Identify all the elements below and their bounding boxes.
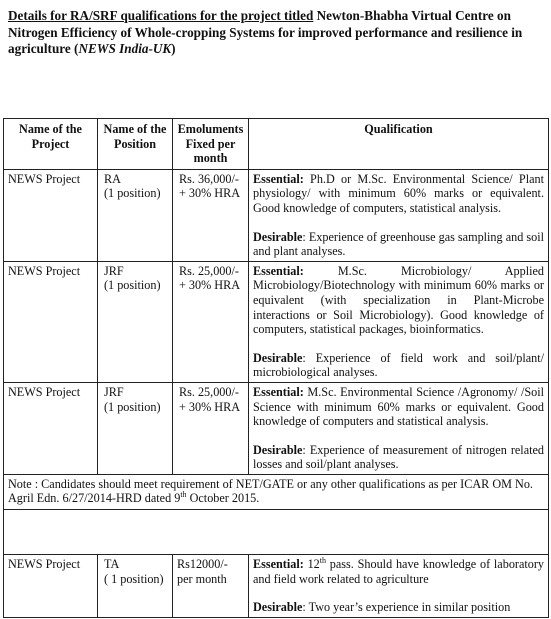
positions-table [3,118,549,618]
spacer-row [4,510,549,555]
essential-body: Ph.D or M.Sc. Environmental Science/ Plant physiology/ with minimum 60% marks or equivalent. Good knowledge of computers, statistical analysis. [253,171,544,215]
position-title: TA [104,557,120,572]
position-count: (1 position) [104,278,161,293]
desirable-body: : Two year’s experience in similar position [302,600,511,615]
cell-position [98,382,173,474]
position-title: JRF [104,384,124,399]
desirable-body: : Experience of measurement of nitrogen related losses and soil/plant analyses. [253,442,544,472]
heading-project-title: Newton-Bhabha Virtual Centre on Nitrogen Efficiency of Whole-cropping Systems for improved performance and resilience in agriculture ( [8,8,523,56]
essential-label: Essential: [253,263,304,278]
essential-text [253,172,544,216]
position-count: ( 1 position) [104,571,164,586]
essential-body: pass. Should have knowledge of laboratory and field work related to agriculture [253,557,545,586]
document-heading [8,8,546,58]
heading-underlined-text: Details for RA/SRF qualifications for the project titled [8,8,314,23]
table-row [4,169,549,261]
emoluments-hra: + 30% HRA [179,399,241,414]
desirable-label: Desirable [253,229,303,244]
table-row [4,382,549,474]
cell-project: NEWS Project [4,169,98,261]
essential-text [253,385,544,429]
desirable-text [253,443,544,472]
header-position: Name of the Position [98,119,173,170]
cell-qualification [249,382,549,474]
emoluments-amount: Rs. 36,000/- [179,171,239,186]
cell-qualification [249,555,549,618]
essential-body-pre: 12 [303,557,320,572]
note-cell [4,474,549,509]
header-project: Name of the Project [4,119,98,170]
essential-sup: th [319,556,327,565]
essential-label: Essential: [253,384,304,399]
desirable-text [253,600,544,615]
cell-position [98,261,173,382]
cell-qualification [249,261,549,382]
cell-position [98,169,173,261]
emoluments-per: per month [177,571,227,586]
emoluments-hra: + 30% HRA [179,186,241,201]
header-qualification: Qualification [249,119,549,170]
table-header-row [4,119,549,170]
table-row [4,261,549,382]
cell-emoluments [173,261,249,382]
position-count: (1 position) [104,186,161,201]
heading-close-paren: ) [171,41,176,56]
desirable-label: Desirable [253,350,303,365]
spacer-cell [4,510,549,555]
cell-position [98,555,173,618]
desirable-label: Desirable [253,442,303,457]
essential-body: M.Sc. Environmental Science /Agronomy/ /Soil Science with minimum 60% marks or equivalent. Good knowledge of computers and statistical analysis. [253,384,544,429]
cell-emoluments [173,169,249,261]
note-text-end: October 2015. [186,491,260,506]
header-emoluments: Emoluments Fixed per month [173,119,249,170]
heading-italic-project: NEWS India-UK [78,41,172,56]
emoluments-hra: + 30% HRA [179,278,241,293]
emoluments-amount: Rs. 25,000/- [179,384,239,399]
desirable-label: Desirable [253,600,303,615]
desirable-body: : Experience of greenhouse gas sampling and soil and plant analyses. [253,229,544,259]
desirable-text [253,230,544,259]
cell-project: NEWS Project [4,382,98,474]
essential-text [253,264,544,337]
note-row [4,474,549,509]
essential-label: Essential: [253,557,304,572]
cell-emoluments [173,555,249,618]
essential-label: Essential: [253,171,304,186]
note-sup: th [180,490,187,500]
essential-body: M.Sc. Microbiology/ Applied Microbiology/Biotechnology with minimum 60% marks or equivalent (with specialization in Plant-Microbe interactions or Soil Microbiology). Good knowledge of computers, statistical packages, bioinformatics. [253,263,544,337]
table-row [4,555,549,618]
essential-text [253,557,544,586]
desirable-body: : Experience of field work and soil/plant/ microbiological analyses. [253,350,544,380]
cell-emoluments [173,382,249,474]
cell-project: NEWS Project [4,555,98,618]
desirable-text [253,351,544,380]
cell-project: NEWS Project [4,261,98,382]
cell-qualification [249,169,549,261]
note-text: Note : Candidates should meet requirement of NET/GATE or any other qualifications as per ICAR OM No. Agril Edn. 6/27/2014-HRD dated 9 [8,476,533,506]
position-count: (1 position) [104,399,161,414]
emoluments-amount: Rs. 25,000/- [179,263,239,278]
position-title: JRF [104,263,124,278]
position-title: RA [104,171,121,186]
emoluments-amount: Rs12000/- [177,557,228,572]
